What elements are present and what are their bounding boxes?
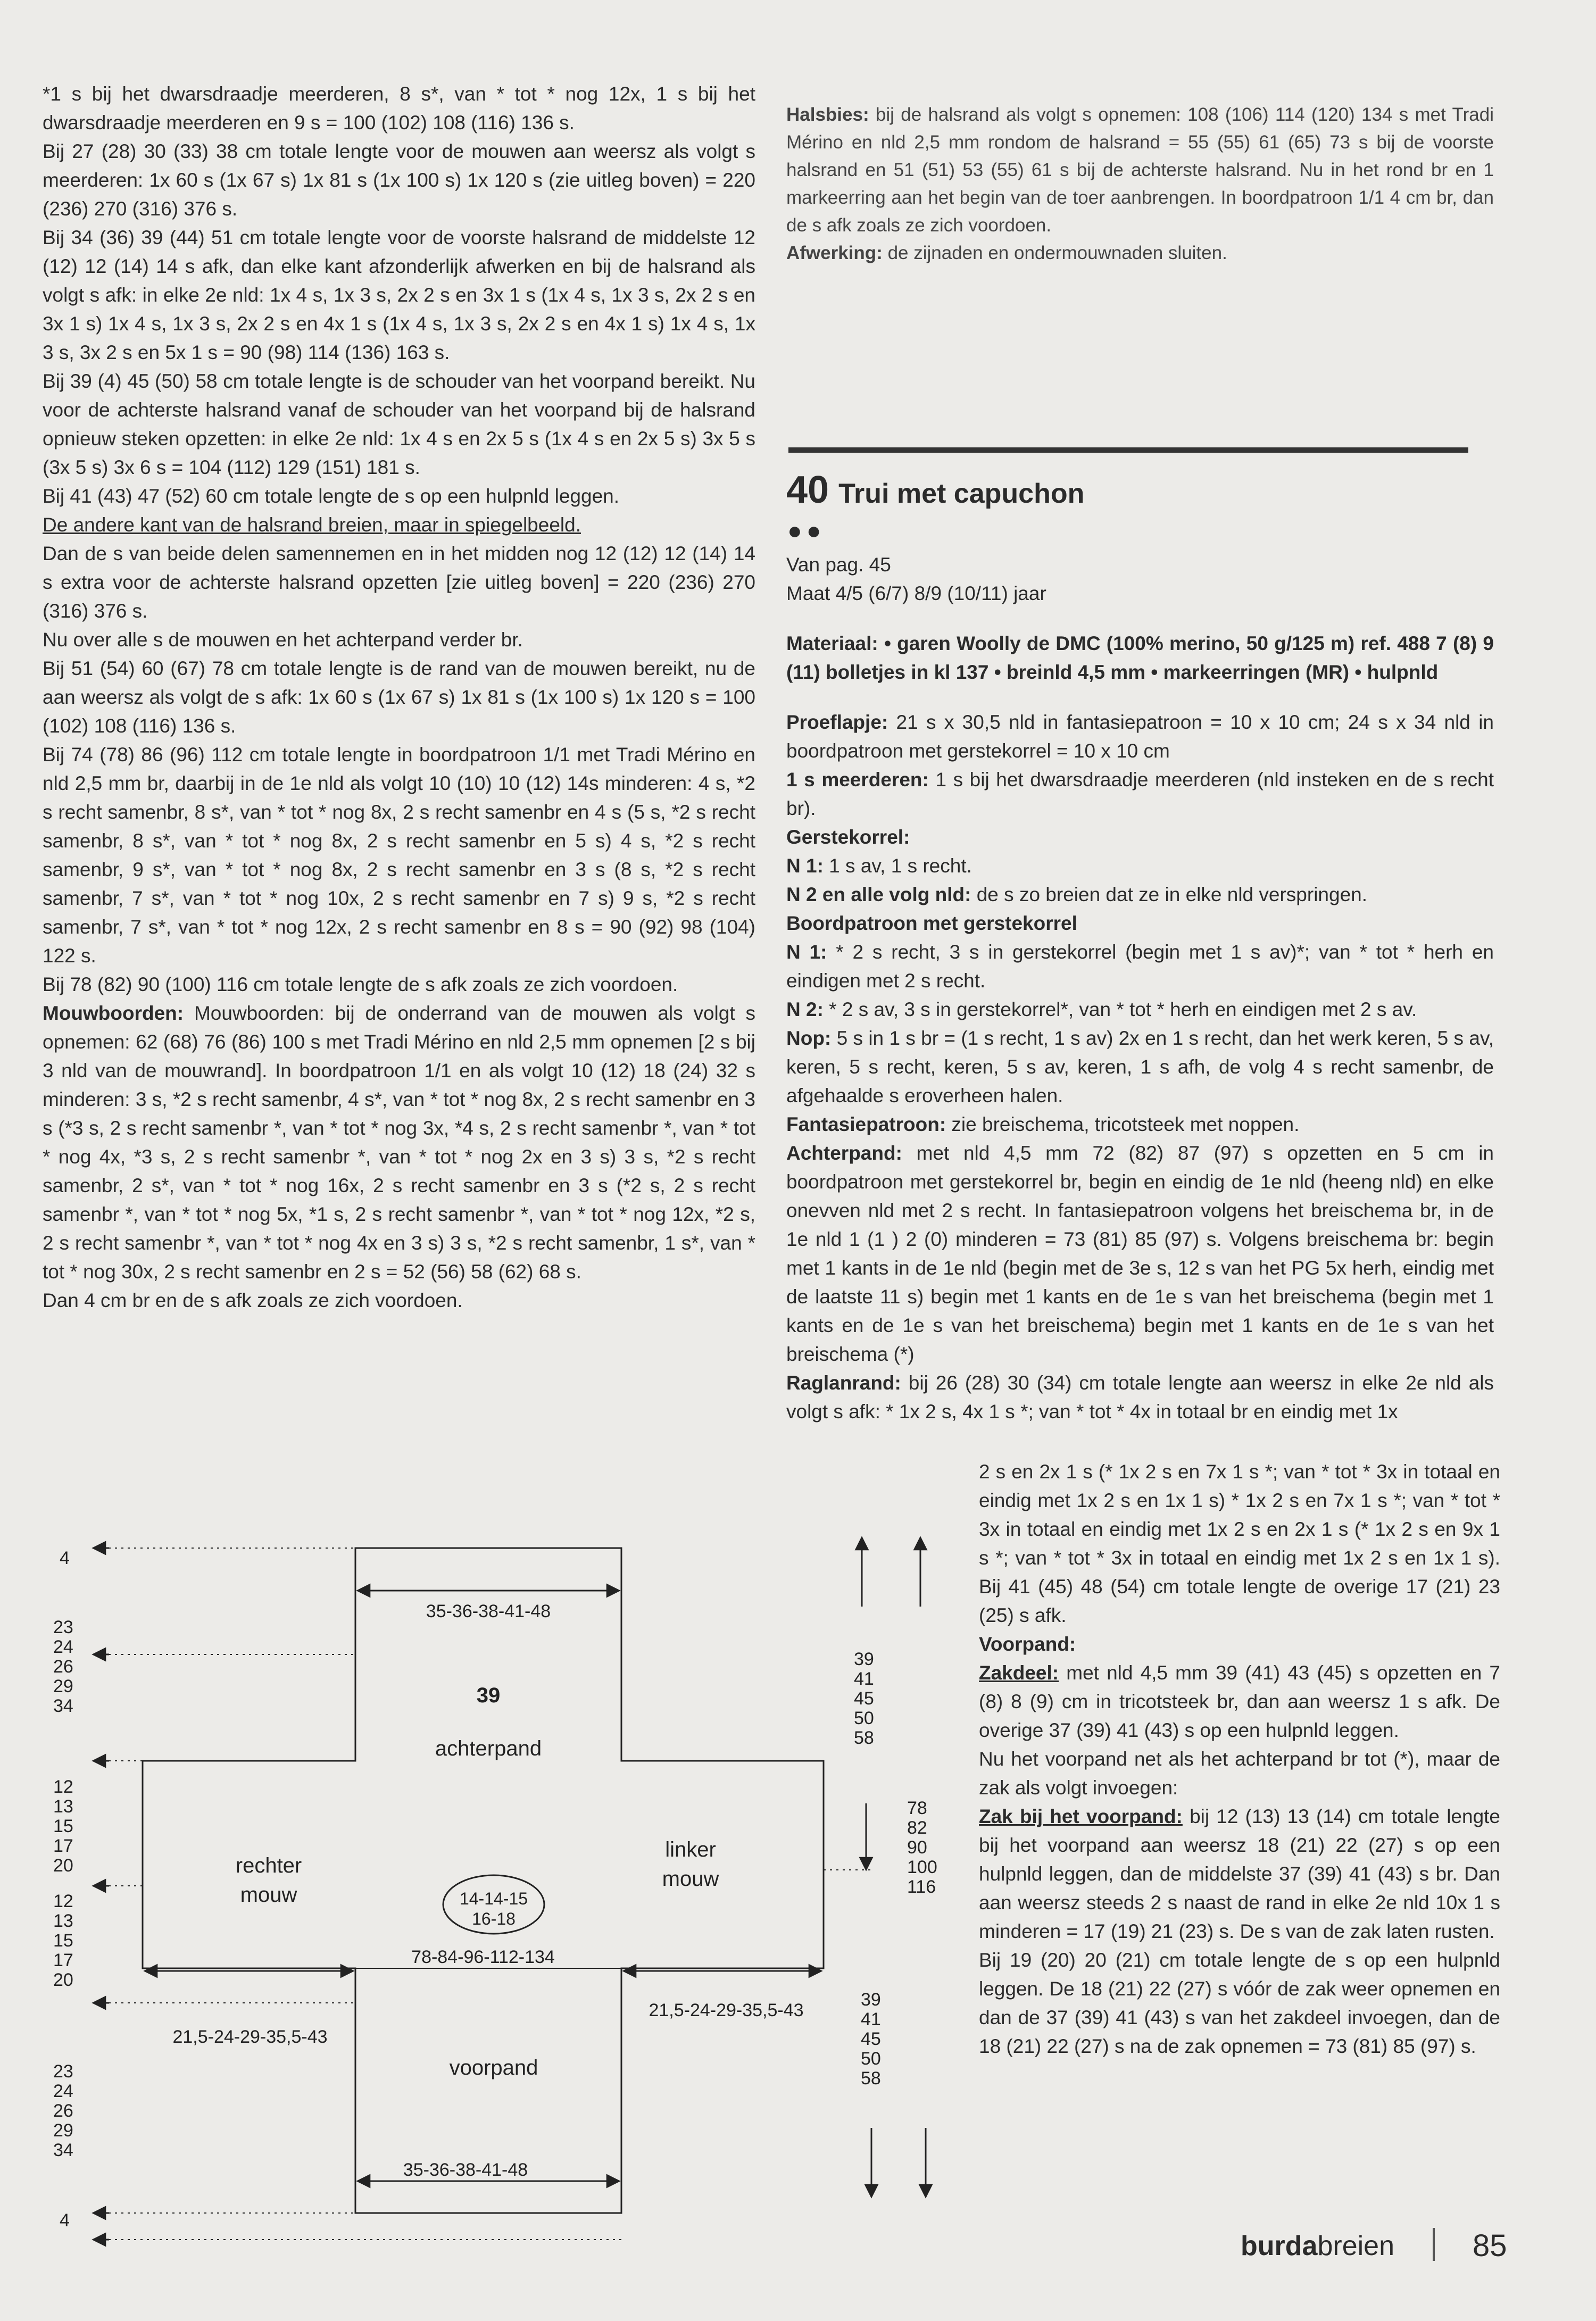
right-main-para-10: [786, 1024, 1494, 1110]
right-narrow-para-4: [979, 1745, 1500, 1802]
front-label: voorpand: [449, 2056, 538, 2079]
right-main-lead-2: Proeflapje:: [786, 711, 888, 733]
right-top-column: [786, 101, 1494, 267]
right-top-para-2: [786, 239, 1494, 267]
svg-text:23: 23: [53, 1617, 73, 1637]
side-left-label: 21,5-24-29-35,5-43: [172, 2027, 328, 2047]
left-para-12-text: Mouwboorden: bij de onderrand van de mouwen als volgt s opnemen: 62 (68) 76 (86) 100 s met Tradi Mérino en nld 2,5 mm opnemen [2 s bij 3 nld van de mouwrand]. In boordpatroon 1/1 en als volgt 10 (12) 18 (24) 32 s minderen: 3 s, *2 s recht samenbr, 4 s*, van * tot * nog 8x, 2 s recht samenbr en 3 s (*3 s, 2 s recht samenbr *, van * tot * nog 3x, *4 s, 2 s recht samenbr *, van * tot * nog 4x, *3 s, 2 s recht samenbr *, van * tot * nog 2x en 3 s) 3 s, *2 s recht samenbr, 2 s*, van * tot * nog 16x, 2 s recht samenbr en 3 s (*2 s, 2 s recht samenbr *, van * tot * nog 5x, *1 s, 2 s recht samenbr *, van * tot * nog 12x, *2 s, 2 s recht samenbr *, van * tot * nog 4x en 3 s) 3 s, *2 s recht samenbr, 1 s*, van * tot * nog 30x, 2 s recht samenbr en 2 s = 52 (56) 58 (62) 68 s.: [43, 1002, 756, 1283]
left-para-7: Dan de s van beide delen samennemen en in het midden nog 12 (12) 12 (14) 14 s extra voor de achterste halsrand opzetten [zie uitleg boven] = 220 (236) 270 (316) 376 s.: [43, 543, 755, 622]
left-para-9: Bij 51 (54) 60 (67) 78 cm totale lengte is de rand van de mouwen bereikt, nu de aan weersz als volgt de s afk: 1x 60 s (1x 67 s) 1x 81 s (1x 100 s) 1x 120 s = 100 (102) 108 (116) 136 s.: [43, 658, 755, 737]
width-bottom-label: 35-36-38-41-48: [403, 2160, 528, 2180]
right-narrow-lead-5: Zak bij het voorpand:: [979, 1806, 1183, 1827]
right-top-text-2: de zijnaden en ondermouwnaden sluiten.: [882, 243, 1227, 263]
svg-text:39: 39: [854, 1649, 874, 1669]
right-narrow-lead-2: Voorpand:: [979, 1633, 1076, 1655]
right-top-lead-2: Afwerking:: [786, 243, 883, 263]
left-para-2: Bij 27 (28) 30 (33) 38 cm totale lengte voor de mouwen aan weersz als volgt s meerderen: 1x 60 s (1x 67 s) 1x 81 s (1x 100 s) 1x 120 s (zie uitleg boven) = 220 (236) 270 (316) 376 s.: [43, 140, 755, 220]
top-4-label: 4: [60, 1548, 70, 1568]
right-narrow-para-6: [979, 1946, 1500, 2061]
svg-text:24: 24: [53, 2081, 73, 2101]
left-para-6: De andere kant van de halsrand breien, maar in spiegelbeeld.: [43, 514, 581, 536]
from-page: Van pag. 45: [786, 554, 891, 576]
right-main-lead-12: Achterpand:: [786, 1142, 902, 1164]
svg-text:58: 58: [854, 1728, 874, 1748]
brand-bold: burda: [1241, 2231, 1318, 2261]
svg-text:15: 15: [53, 1931, 73, 1951]
right-main-text-8: * 2 s recht, 3 s in gerstekorrel (begin met 1 s av)*; van * tot * herh en eindigen met 2 s recht.: [786, 941, 1494, 992]
center-number: 39: [476, 1684, 501, 1707]
difficulty-dots: ●●: [787, 517, 826, 544]
section-number: 40: [786, 469, 829, 511]
right-narrow-text-6: Bij 19 (20) 20 (21) cm totale lengte de s op een hulpnld leggen. De 18 (21) 22 (27) s vóór de zak weer opnemen en dan de 37 (39) 41 (43) s van het zakdeel invoegen, dan de 18 (21) 22 (27) s na de zak opnemen = 73 (81) 85 (97) s.: [979, 1949, 1500, 2057]
right-main-para-7: [786, 909, 1494, 938]
right-main-para-6: [786, 880, 1494, 909]
svg-text:13: 13: [53, 1911, 73, 1931]
footer-brand: [1241, 2230, 1394, 2262]
svg-text:78: 78: [907, 1798, 927, 1818]
right-main-text-11: zie breischema, tricotsteek met noppen.: [946, 1113, 1300, 1135]
right-main-lead-11: Fantasiepatroon:: [786, 1113, 946, 1135]
section-heading: [786, 468, 1084, 512]
svg-text:29: 29: [53, 2120, 73, 2141]
width-top-label: 35-36-38-41-48: [426, 1601, 551, 1621]
svg-text:45: 45: [861, 2029, 881, 2049]
left-nums-top: [53, 1617, 73, 1716]
svg-text:17: 17: [53, 1836, 73, 1856]
svg-text:15: 15: [53, 1816, 73, 1836]
svg-text:20: 20: [53, 1970, 73, 1990]
svg-text:13: 13: [53, 1796, 73, 1817]
right-main-text-3: 1 s bij het dwarsdraadje meerderen (nld insteken en de s recht br).: [786, 769, 1494, 819]
right-nums-a: [854, 1649, 874, 1748]
left-nums-bot: [53, 2061, 73, 2160]
garment-outline: [143, 1548, 824, 2213]
svg-text:34: 34: [53, 2140, 73, 2160]
right-main-column: [786, 551, 1494, 1426]
left-nums-mid1: [53, 1777, 73, 1876]
size-line: Maat 4/5 (6/7) 8/9 (10/11) jaar: [786, 583, 1046, 604]
svg-text:90: 90: [907, 1837, 927, 1858]
svg-text:45: 45: [854, 1688, 874, 1709]
right-main-text-9: * 2 s av, 3 s in gerstekorrel*, van * tot * herh en eindigen met 2 s av.: [823, 999, 1417, 1020]
right-narrow-lead-3: Zakdeel:: [979, 1662, 1059, 1684]
left-para-4: Bij 39 (4) 45 (50) 58 cm totale lengte is de schouder van het voorpand bereikt. Nu voor de achterste halsrand vanaf de schouder van het voorpand bij de halsrand opnieuw steken opzetten: in elke 2e nld: 1x 4 s en 2x 5 s (1x 4 s en 2x 5 s) 3x 5 s (3x 5 s) 3x 6 s = 104 (112) 129 (151) 181 s.: [43, 370, 755, 478]
right-main-para-8: [786, 938, 1494, 995]
right-narrow-text-5: bij 12 (13) 13 (14) cm totale lengte bij het voorpand aan weersz 18 (21) 22 (27) s op een hulpnld leggen, dan de middelste 37 (39) 41 (43) s br. Dan aan weersz steeds 2 s naast de rand in elke 2e nld 10x 1 s minderen = 17 (19) 21 (23) s. De s van de zak laten rusten.: [979, 1806, 1501, 1942]
right-nums-b: [907, 1798, 937, 1897]
left-para-11: Bij 78 (82) 90 (100) 116 cm totale lengte de s afk zoals ze zich voordoen.: [43, 974, 678, 995]
right-top-para-1: [786, 101, 1494, 239]
left-para-8: Nu over alle s de mouwen en het achterpand verder br.: [43, 629, 523, 651]
section-divider: [788, 447, 1468, 453]
right-main-para-11: [786, 1110, 1494, 1139]
right-narrow-para-2: [979, 1630, 1500, 1659]
right-main-para-2: [786, 708, 1494, 766]
right-main-lead-6: N 2 en alle volg nld:: [786, 884, 971, 905]
svg-text:50: 50: [861, 2049, 881, 2069]
right-narrow-para-1: [979, 1458, 1500, 1630]
right-main-lead-3: 1 s meerderen:: [786, 769, 929, 791]
right-main-lead-13: Raglanrand:: [786, 1372, 901, 1394]
left-para-3: Bij 34 (36) 39 (44) 51 cm totale lengte voor de voorste halsrand de middelste 12 (12) 12 (14) 14 s afk, dan elke kant afzonderlijk afwerken en bij de halsrand als volgt s afk: in elke 2e nld: 1x 4 s, 1x 3 s, 2x 2 s en 3x 1 s (1x 4 s, 1x 3 s, 2x 2 s en 3x 1 s) 1x 4 s, 1x 3 s, 2x 2 s en 4x 1 s (1x 4 s, 1x 3 s, 2x 2 s en 4x 1 s) 1x 4 s, 1x 3 s, 3x 2 s en 5x 1 s = 90 (98) 114 (136) 163 s.: [43, 227, 755, 363]
right-main-para-4: [786, 823, 1494, 852]
right-main-paragraphs: [786, 629, 1494, 1426]
left-para-12: [43, 999, 755, 1286]
back-label: achterpand: [435, 1737, 542, 1760]
right-main-para-9: [786, 995, 1494, 1024]
left-sleeve-l1: linker: [665, 1838, 716, 1861]
right-main-lead-4: Gerstekorrel:: [786, 826, 910, 848]
svg-text:82: 82: [907, 1818, 927, 1838]
right-narrow-para-3: [979, 1659, 1500, 1745]
svg-text:12: 12: [53, 1777, 73, 1797]
left-para-1: *1 s bij het dwarsdraadje meerderen, 8 s*, van * tot * nog 12x, 1 s bij het dwarsdraadje meerderen en 9 s = 100 (102) 108 (116) 136 s.: [43, 83, 755, 134]
right-main-text-5: 1 s av, 1 s recht.: [823, 855, 972, 877]
svg-text:41: 41: [861, 2009, 881, 2029]
right-sleeve-l1: rechter: [235, 1854, 302, 1877]
svg-text:50: 50: [854, 1708, 874, 1728]
right-main-text-2: 21 s x 30,5 nld in fantasiepatroon = 10 x 10 cm; 24 s x 34 nld in boordpatroon met gerstekorrel = 10 x 10 cm: [786, 711, 1494, 762]
left-para-12-lead: Mouwboorden:: [43, 1002, 184, 1024]
neck-l1: 14-14-15: [459, 1889, 528, 1908]
right-narrow-text-3: met nld 4,5 mm 39 (41) 43 (45) s opzetten en 7 (8) 8 (9) cm in tricotsteek br, dan aan weersz 1 s afk. De overige 37 (39) 41 (43) s op een hulpnld leggen.: [979, 1662, 1500, 1741]
svg-text:12: 12: [53, 1891, 73, 1911]
right-main-lead-5: N 1:: [786, 855, 824, 877]
left-column: [43, 80, 755, 1315]
right-main-lead-8: N 1:: [786, 941, 827, 963]
side-right-label: 21,5-24-29-35,5-43: [649, 2000, 804, 2020]
svg-text:58: 58: [861, 2068, 881, 2089]
right-main-para-13: [786, 1369, 1494, 1426]
right-main-para-12: [786, 1139, 1494, 1369]
svg-text:116: 116: [907, 1877, 936, 1897]
svg-text:24: 24: [53, 1637, 73, 1657]
right-main-para-1: [786, 629, 1494, 687]
svg-text:26: 26: [53, 1657, 73, 1677]
right-main-text-12: met nld 4,5 mm 72 (82) 87 (97) s opzetten en 5 cm in boordpatroon met gerstekorrel br, begin en eindig de 1e nld (heeng nld) en elke onevven nld met 2 s recht. In fantasiepatroon volgens het breischema br, in de 1e nld 1 (1 ) 2 (0) minderen = 73 (81) 85 (97) s. Volgens breischema br: begin met 1 kants in de 1e nld (begin met de 3e s, 12 s van het PG 5x herh, eindig met de laatste 11 s) begin met 1 kants en de 1e s van het breischema (begin met 1 kants en de 1e s van het breischema) begin met 1 kants en de 1e s van het breischema (*): [786, 1142, 1494, 1365]
svg-text:41: 41: [854, 1669, 874, 1689]
brand-rest: breien: [1317, 2231, 1395, 2261]
svg-text:39: 39: [861, 1990, 881, 2010]
pattern-diagram: [0, 1490, 979, 2266]
right-main-para-5: [786, 852, 1494, 880]
right-main-text-13: bij 26 (28) 30 (34) cm totale lengte aan weersz in elke 2e nld als volgt s afk: * 1x 2 s, 4x 1 s *; van * tot * 4x in totaal br en eindig met 1x: [786, 1372, 1494, 1422]
svg-text:26: 26: [53, 2101, 73, 2121]
full-width-label: 78-84-96-112-134: [411, 1947, 555, 1967]
left-sleeve-l2: mouw: [662, 1867, 719, 1891]
right-narrow-column: [979, 1458, 1500, 2061]
right-main-lead-7: Boordpatroon met gerstekorrel: [786, 912, 1077, 934]
svg-text:100: 100: [907, 1857, 937, 1877]
section-title: Trui met capuchon: [838, 478, 1085, 509]
left-nums-mid2: [53, 1891, 73, 1990]
page-number: 85: [1473, 2228, 1507, 2263]
right-main-text-6: de s zo breien dat ze in elke nld verspringen.: [971, 884, 1368, 905]
footer-separator: [1433, 2228, 1435, 2261]
bottom-4-label: 4: [60, 2210, 70, 2231]
svg-text:29: 29: [53, 1676, 73, 1696]
right-main-para-3: [786, 766, 1494, 823]
right-sleeve-l2: mouw: [240, 1883, 297, 1907]
right-main-lead-1: Materiaal:: [786, 633, 878, 654]
svg-text:34: 34: [53, 1696, 73, 1716]
left-para-5: Bij 41 (43) 47 (52) 60 cm totale lengte de s op een hulpnld leggen.: [43, 485, 620, 507]
right-main-text-1: • garen Woolly de DMC (100% merino, 50 g/125 m) ref. 488 7 (8) 9 (11) bolletjes in kl 137 • breinld 4,5 mm • markeerringen (MR) • hulpnld: [786, 633, 1494, 683]
svg-text:17: 17: [53, 1950, 73, 1970]
left-para-13: Dan 4 cm br en de s afk zoals ze zich voordoen.: [43, 1290, 463, 1311]
right-main-lead-9: N 2:: [786, 999, 824, 1020]
right-narrow-text-1: 2 s en 2x 1 s (* 1x 2 s en 7x 1 s *; van * tot * 3x in totaal en eindig met 1x 2 s en 1x 1 s) * 1x 2 s en 7x 1 s *; van * tot * 3x in totaal en eindig met 1x 2 s en 2x 1 s (* 1x 2 s en 9x 1 s *; van * tot * 3x in totaal en eindig met 1x 2 s en 1x 1 s). Bij 41 (45) 48 (54) cm totale lengte de overige 17 (21) 23 (25) s afk.: [979, 1461, 1500, 1626]
right-narrow-text-4: Nu het voorpand net als het achterpand br tot (*), maar de zak als volgt invoegen:: [979, 1748, 1500, 1799]
svg-text:20: 20: [53, 1856, 73, 1876]
svg-text:23: 23: [53, 2061, 73, 2082]
left-para-10: Bij 74 (78) 86 (96) 112 cm totale lengte in boordpatroon 1/1 met Tradi Mérino en nld 2,5 mm br, daarbij in de 1e nld als volgt 10 (10) 10 (12) 14s minderen: 4 s, *2 s recht samenbr, 8 s*, van * tot * nog 8x, 2 s recht samenbr en 4 s (5 s, *2 s recht samenbr, 8 s*, van * tot * nog 8x, 2 s recht samenbr en 5 s) 4 s, *2 s recht samenbr, 9 s*, van * tot * nog 8x, 2 s recht samenbr en 3 s (8 s, *2 s recht samenbr, 7 s*, van * tot * nog 10x, 2 s recht samenbr en 7 s) 9 s, *2 s recht samenbr, 7 s*, van * tot * nog 12x, 2 s recht samenbr en 8 s = 90 (92) 98 (104) 122 s.: [43, 744, 755, 967]
right-narrow-para-5: [979, 1802, 1500, 1946]
right-nums-c: [861, 1990, 881, 2089]
right-main-text-10: 5 s in 1 s br = (1 s recht, 1 s av) 2x en 1 s recht, dan het werk keren, 5 s av, keren, 5 s recht, keren, 5 s av, keren, 1 s afh, de volg 4 s recht samenbr, de afgehaalde s eroverheen halen.: [786, 1027, 1494, 1107]
right-main-lead-10: Nop:: [786, 1027, 832, 1049]
right-top-lead-1: Halsbies:: [786, 104, 869, 125]
neck-l2: 16-18: [472, 1909, 516, 1928]
right-top-text-1: bij de halsrand als volgt s opnemen: 108 (106) 114 (120) 134 s met Tradi Mérino en nld 2,5 mm rondom de halsrand = 55 (55) 61 (65) 73 s bij de voorste halsrand en 51 (51) 53 (55) 61 s bij de achterste halsrand. Nu in het rond br en 1 markeerring aan het begin van de toer aanbrengen. In boordpatroon 1/1 4 cm br, dan de s afk zoals ze zich voordoen.: [786, 104, 1494, 236]
